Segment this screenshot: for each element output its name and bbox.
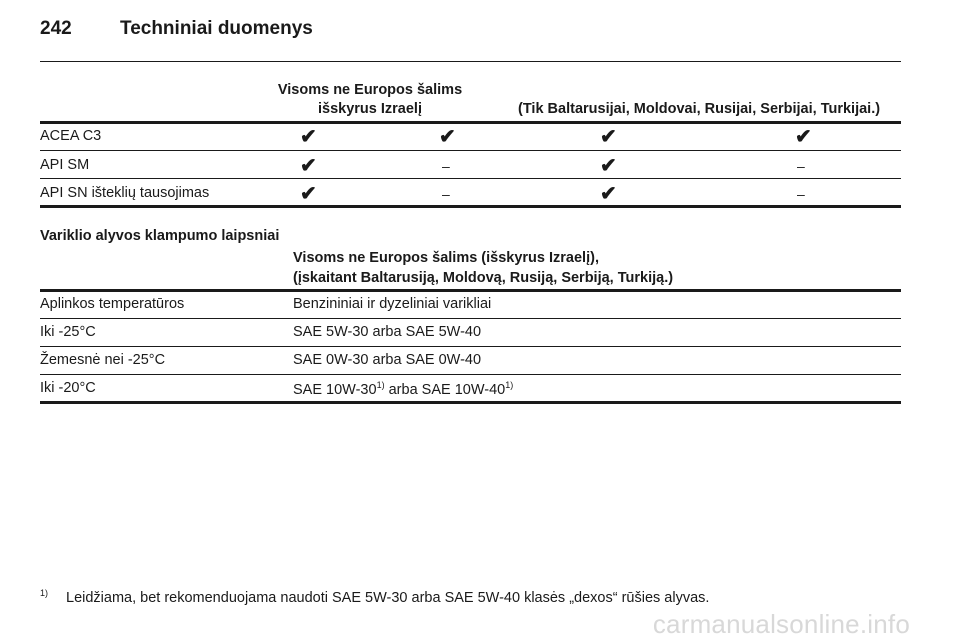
oil-grade-text: SAE 10W-30 <box>293 382 377 398</box>
dash-mark: – <box>797 186 805 202</box>
oil-grade-text: SAE 0W-30 arba SAE 0W-40 <box>293 352 482 368</box>
table2-temp-cell: Iki -20°C <box>40 380 96 396</box>
dash-mark: – <box>797 158 805 174</box>
check-icon: ✔ <box>439 126 456 148</box>
page-title: Techniniai duomenys <box>120 18 313 39</box>
table1-bottom-rule <box>40 205 901 208</box>
check-icon: ✔ <box>300 155 317 177</box>
table1-row-label: API SN išteklių tausojimas <box>40 185 210 201</box>
table2-oil-cell <box>293 324 481 340</box>
watermark: carmanualsonline.info <box>652 609 910 639</box>
table2-subheader-line1: Visoms ne Europos šalims (išskyrus Izraelį), <box>293 250 599 266</box>
footnote-ref: 1) <box>505 380 514 390</box>
table2-subheader-line2: (įskaitant Baltarusiją, Moldovą, Rusiją, Serbiją, Turkiją.) <box>293 270 674 286</box>
footnote-ref: 1) <box>376 380 385 390</box>
table1-header-col2: (Tik Baltarusijai, Moldovai, Rusijai, Serbijai, Turkijai.) <box>518 101 881 117</box>
check-icon: ✔ <box>600 126 617 148</box>
table1-row-label: ACEA C3 <box>40 128 102 144</box>
table2-oil-cell <box>293 352 481 368</box>
oil-grade-text: SAE 5W-30 arba SAE 5W-40 <box>293 324 482 340</box>
check-icon: ✔ <box>600 155 617 177</box>
table1-row-label: API SM <box>40 157 90 173</box>
table2-col-header-engines: Benzininiai ir dyzeliniai varikliai <box>293 296 492 312</box>
table2-temp-cell: Iki -25°C <box>40 324 96 340</box>
table2-row-rule <box>40 374 901 375</box>
table1-header-rule <box>40 121 901 124</box>
table1-row-rule <box>40 178 901 179</box>
check-icon: ✔ <box>795 126 812 148</box>
table2-row-rule <box>40 318 901 319</box>
header-rule <box>40 61 901 62</box>
check-icon: ✔ <box>600 183 617 205</box>
table1-header-col1-line2: išskyrus Izraelį <box>318 101 422 117</box>
table2-temp-cell: Žemesnė nei -25°C <box>40 352 166 368</box>
footnote <box>40 588 709 606</box>
table2-row-rule <box>40 346 901 347</box>
table2-col-header-temp: Aplinkos temperatūros <box>40 296 185 312</box>
check-icon: ✔ <box>300 183 317 205</box>
table1-header-col1-line1: Visoms ne Europos šalims <box>277 82 463 98</box>
check-icon: ✔ <box>300 126 317 148</box>
dash-mark: – <box>442 158 450 174</box>
table2-bottom-rule <box>40 401 901 404</box>
table1-row-rule <box>40 150 901 151</box>
table2-header-rule <box>40 289 901 292</box>
footnote-mark: 1) <box>40 588 49 598</box>
page-header <box>40 18 313 40</box>
footnote-text: Leidžiama, bet rekomenduojama naudoti SAE 5W-30 arba SAE 5W-40 klasės „dexos“ rūšies alyvas. <box>66 590 710 606</box>
oil-grade-text: arba SAE 10W-40 <box>384 382 506 398</box>
page-number: 242 <box>40 18 72 39</box>
dash-mark: – <box>442 186 450 202</box>
section-title: Variklio alyvos klampumo laipsniai <box>40 228 280 244</box>
table2-oil-cell <box>293 380 513 398</box>
